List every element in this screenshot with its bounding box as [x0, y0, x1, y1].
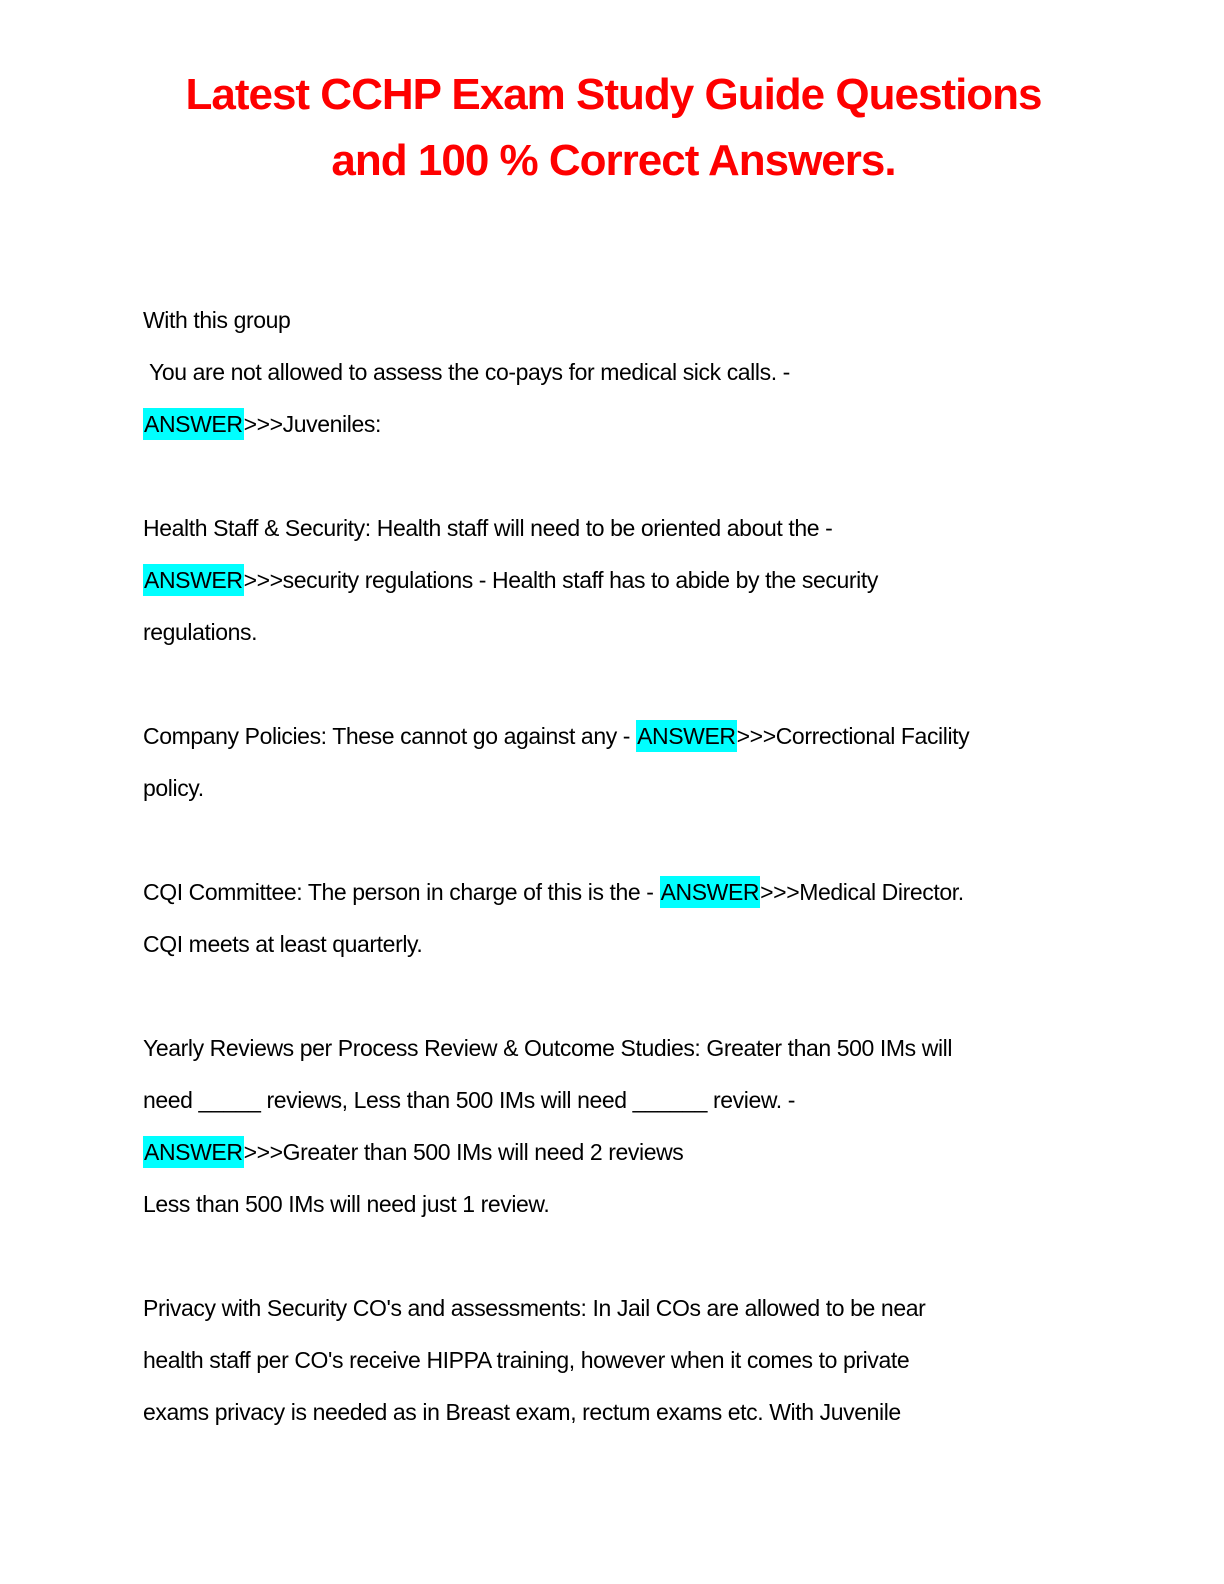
answer-highlight: ANSWER — [636, 720, 737, 752]
text-line — [143, 398, 1084, 450]
text-run: Less than 500 IMs will need just 1 review. — [143, 1191, 550, 1217]
document-title-line-1: Latest CCHP Exam Study Guide Questions — [185, 70, 1042, 119]
text-run: >>>Medical Director. — [760, 879, 964, 905]
text-line — [143, 554, 1084, 606]
paragraph — [143, 866, 1084, 970]
text-run: >>>security regulations - Health staff has to abide by the security — [243, 567, 878, 593]
paragraph — [143, 502, 1084, 658]
text-line — [143, 346, 1084, 398]
text-run: Company Policies: These cannot go against any - — [143, 723, 637, 749]
text-run: >>>Correctional Facility — [736, 723, 970, 749]
paragraph — [143, 294, 1084, 450]
paragraph — [143, 1282, 1084, 1438]
text-line — [143, 1022, 1084, 1074]
text-run: regulations. — [143, 619, 258, 645]
text-line — [143, 1074, 1084, 1126]
text-line — [143, 762, 1084, 814]
answer-highlight: ANSWER — [143, 564, 244, 596]
text-run: policy. — [143, 775, 204, 801]
text-run: >>>Greater than 500 IMs will need 2 reviews — [243, 1139, 684, 1165]
answer-highlight: ANSWER — [660, 876, 761, 908]
text-run: Yearly Reviews per Process Review & Outcome Studies: Greater than 500 IMs will — [143, 1035, 953, 1061]
text-run: You are not allowed to assess the co-pays for medical sick calls. - — [143, 359, 790, 385]
paragraph — [143, 710, 1084, 814]
document-title — [143, 62, 1084, 194]
answer-highlight: ANSWER — [143, 1136, 244, 1168]
text-line — [143, 1178, 1084, 1230]
document-body — [143, 294, 1084, 1438]
text-run: health staff per CO's receive HIPPA training, however when it comes to private — [143, 1347, 910, 1373]
text-line — [143, 710, 1084, 762]
answer-highlight: ANSWER — [143, 408, 244, 440]
document-title-line-2: and 100 % Correct Answers. — [331, 136, 896, 185]
text-line — [143, 918, 1084, 970]
text-line — [143, 606, 1084, 658]
text-run: CQI meets at least quarterly. — [143, 931, 423, 957]
text-line — [143, 1386, 1084, 1438]
text-run: With this group — [143, 307, 291, 333]
text-run: CQI Committee: The person in charge of this is the - — [143, 879, 660, 905]
text-run: need _____ reviews, Less than 500 IMs will need ______ review. - — [143, 1087, 796, 1113]
text-run: exams privacy is needed as in Breast exam, rectum exams etc. With Juvenile — [143, 1399, 901, 1425]
text-line — [143, 1282, 1084, 1334]
paragraph — [143, 1022, 1084, 1230]
text-line — [143, 294, 1084, 346]
text-line — [143, 502, 1084, 554]
text-run: Health Staff & Security: Health staff will need to be oriented about the - — [143, 515, 833, 541]
text-line — [143, 1334, 1084, 1386]
text-line — [143, 866, 1084, 918]
text-run: Privacy with Security CO's and assessments: In Jail COs are allowed to be near — [143, 1295, 926, 1321]
text-line — [143, 1126, 1084, 1178]
text-run: >>>Juveniles: — [243, 411, 381, 437]
